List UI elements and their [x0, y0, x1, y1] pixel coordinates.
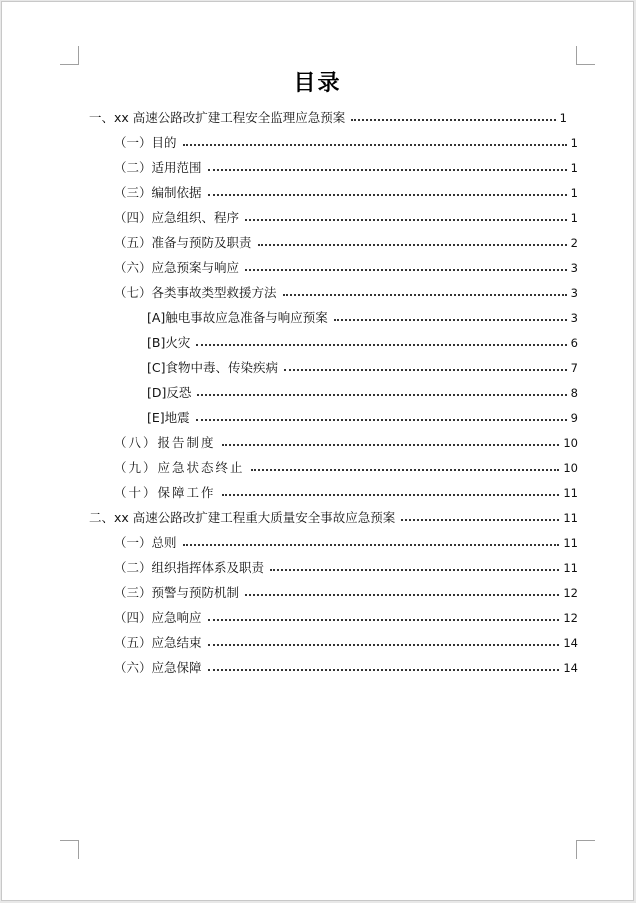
- toc-leader-dots: [245, 594, 559, 596]
- document-page: [1, 1, 634, 901]
- toc-entry[interactable]: [114, 206, 578, 226]
- toc-entry[interactable]: [147, 406, 578, 426]
- toc-entry-page: 12: [563, 611, 578, 625]
- toc-leader-dots: [183, 144, 567, 146]
- toc-entry[interactable]: [114, 656, 578, 676]
- toc-entry-page: 1: [570, 211, 578, 225]
- toc-entry-page: 1: [570, 136, 578, 150]
- toc-entry-label: （四）应急组织、程序: [114, 210, 240, 225]
- toc-entry[interactable]: [147, 356, 578, 376]
- toc-entry-page: 10: [563, 461, 578, 475]
- toc-leader-dots: [208, 619, 560, 621]
- toc-entry-page: 10: [563, 436, 578, 450]
- toc-entry-label: [A]触电事故应急准备与响应预案: [147, 310, 328, 325]
- toc-leader-dots: [334, 319, 567, 321]
- toc-entry-label: （八）报告制度: [114, 435, 216, 450]
- toc-leader-dots: [401, 519, 559, 521]
- toc-entry[interactable]: [147, 331, 578, 351]
- toc-entry-page: 11: [563, 511, 578, 525]
- toc-leader-dots: [208, 669, 560, 671]
- toc-leader-dots: [258, 244, 567, 246]
- toc-entry-label: 一、xx 高速公路改扩建工程安全监理应急预案: [89, 110, 346, 125]
- toc-leader-dots: [197, 394, 566, 396]
- toc-entry-label: （五）准备与预防及职责: [114, 235, 252, 250]
- toc-leader-dots: [183, 544, 560, 546]
- toc-entry-label: [E]地震: [147, 410, 190, 425]
- toc-leader-dots: [251, 469, 560, 471]
- toc-entry-page: 8: [570, 386, 578, 400]
- toc-entry-page: 1: [559, 111, 567, 125]
- toc-entry-label: [D]反恐: [147, 385, 192, 400]
- toc-entry[interactable]: [114, 431, 578, 451]
- toc-leader-dots: [284, 369, 567, 371]
- toc-entry[interactable]: [114, 631, 578, 651]
- toc-entry-label: （七）各类事故类型救援方法: [114, 285, 277, 300]
- toc-entry-page: 3: [570, 286, 578, 300]
- toc-entry[interactable]: [114, 131, 578, 151]
- toc-entry[interactable]: [114, 581, 578, 601]
- toc-entry-label: （六）应急预案与响应: [114, 260, 240, 275]
- toc-entry-label: 二、xx 高速公路改扩建工程重大质量安全事故应急预案: [89, 510, 396, 525]
- toc-entry-page: 11: [563, 561, 578, 575]
- toc-leader-dots: [222, 444, 560, 446]
- toc-leader-dots: [208, 169, 567, 171]
- toc-entry-label: （四）应急响应: [114, 610, 202, 625]
- toc-leader-dots: [196, 344, 566, 346]
- toc-entry[interactable]: [114, 456, 578, 476]
- toc-entry-page: 14: [563, 636, 578, 650]
- toc-entry[interactable]: [114, 481, 578, 501]
- toc-entry-label: （三）编制依据: [114, 185, 202, 200]
- toc-entry-label: （一）目的: [114, 135, 177, 150]
- crop-mark-bottom-left: [60, 840, 79, 859]
- toc-entry[interactable]: [114, 606, 578, 626]
- toc-leader-dots: [208, 194, 567, 196]
- toc-entry-page: 7: [570, 361, 578, 375]
- toc-entry-page: 12: [563, 586, 578, 600]
- crop-mark-bottom-right: [576, 840, 595, 859]
- toc-entry[interactable]: [114, 231, 578, 251]
- toc-entry[interactable]: [114, 556, 578, 576]
- toc-leader-dots: [245, 219, 567, 221]
- toc-leader-dots: [208, 644, 560, 646]
- toc-entry[interactable]: [114, 256, 578, 276]
- toc-entry-label: （十）保障工作: [114, 485, 216, 500]
- toc-entry-page: 14: [563, 661, 578, 675]
- toc-entry-page: 1: [570, 161, 578, 175]
- toc-entry[interactable]: [114, 281, 578, 301]
- toc-entry-page: 11: [563, 486, 578, 500]
- toc-leader-dots: [245, 269, 567, 271]
- toc-entry-label: （二）适用范围: [114, 160, 202, 175]
- crop-mark-top-left: [60, 46, 79, 65]
- toc-entry-page: 1: [570, 186, 578, 200]
- toc-entry[interactable]: [114, 181, 578, 201]
- toc-entry-page: 3: [570, 311, 578, 325]
- toc-entry-page: 11: [563, 536, 578, 550]
- toc-leader-dots: [222, 494, 560, 496]
- toc-entry[interactable]: [89, 106, 567, 126]
- toc-entry-label: （一）总则: [114, 535, 177, 550]
- toc-entry-label: [B]火灾: [147, 335, 191, 350]
- toc-leader-dots: [351, 119, 555, 121]
- toc-entry[interactable]: [114, 531, 578, 551]
- toc-leader-dots: [283, 294, 567, 296]
- toc-entry-label: （二）组织指挥体系及职责: [114, 560, 265, 575]
- toc-leader-dots: [196, 419, 567, 421]
- toc-entry[interactable]: [147, 306, 578, 326]
- toc-entry[interactable]: [147, 381, 578, 401]
- toc-entry-label: [C]食物中毒、传染疾病: [147, 360, 278, 375]
- toc-entry-label: （六）应急保障: [114, 660, 202, 675]
- toc-entry-page: 3: [570, 261, 578, 275]
- toc-entry-label: （五）应急结束: [114, 635, 202, 650]
- toc-entry[interactable]: [114, 156, 578, 176]
- toc-entry-page: 9: [570, 411, 578, 425]
- toc-title: 目录: [293, 71, 342, 96]
- crop-mark-top-right: [576, 46, 595, 65]
- toc-entry[interactable]: [89, 506, 578, 526]
- toc-leader-dots: [270, 569, 559, 571]
- toc-entry-page: 2: [570, 236, 578, 250]
- toc-entry-label: （三）预警与预防机制: [114, 585, 240, 600]
- toc-entry-page: 6: [570, 336, 578, 350]
- toc-entry-label: （九）应急状态终止: [114, 460, 245, 475]
